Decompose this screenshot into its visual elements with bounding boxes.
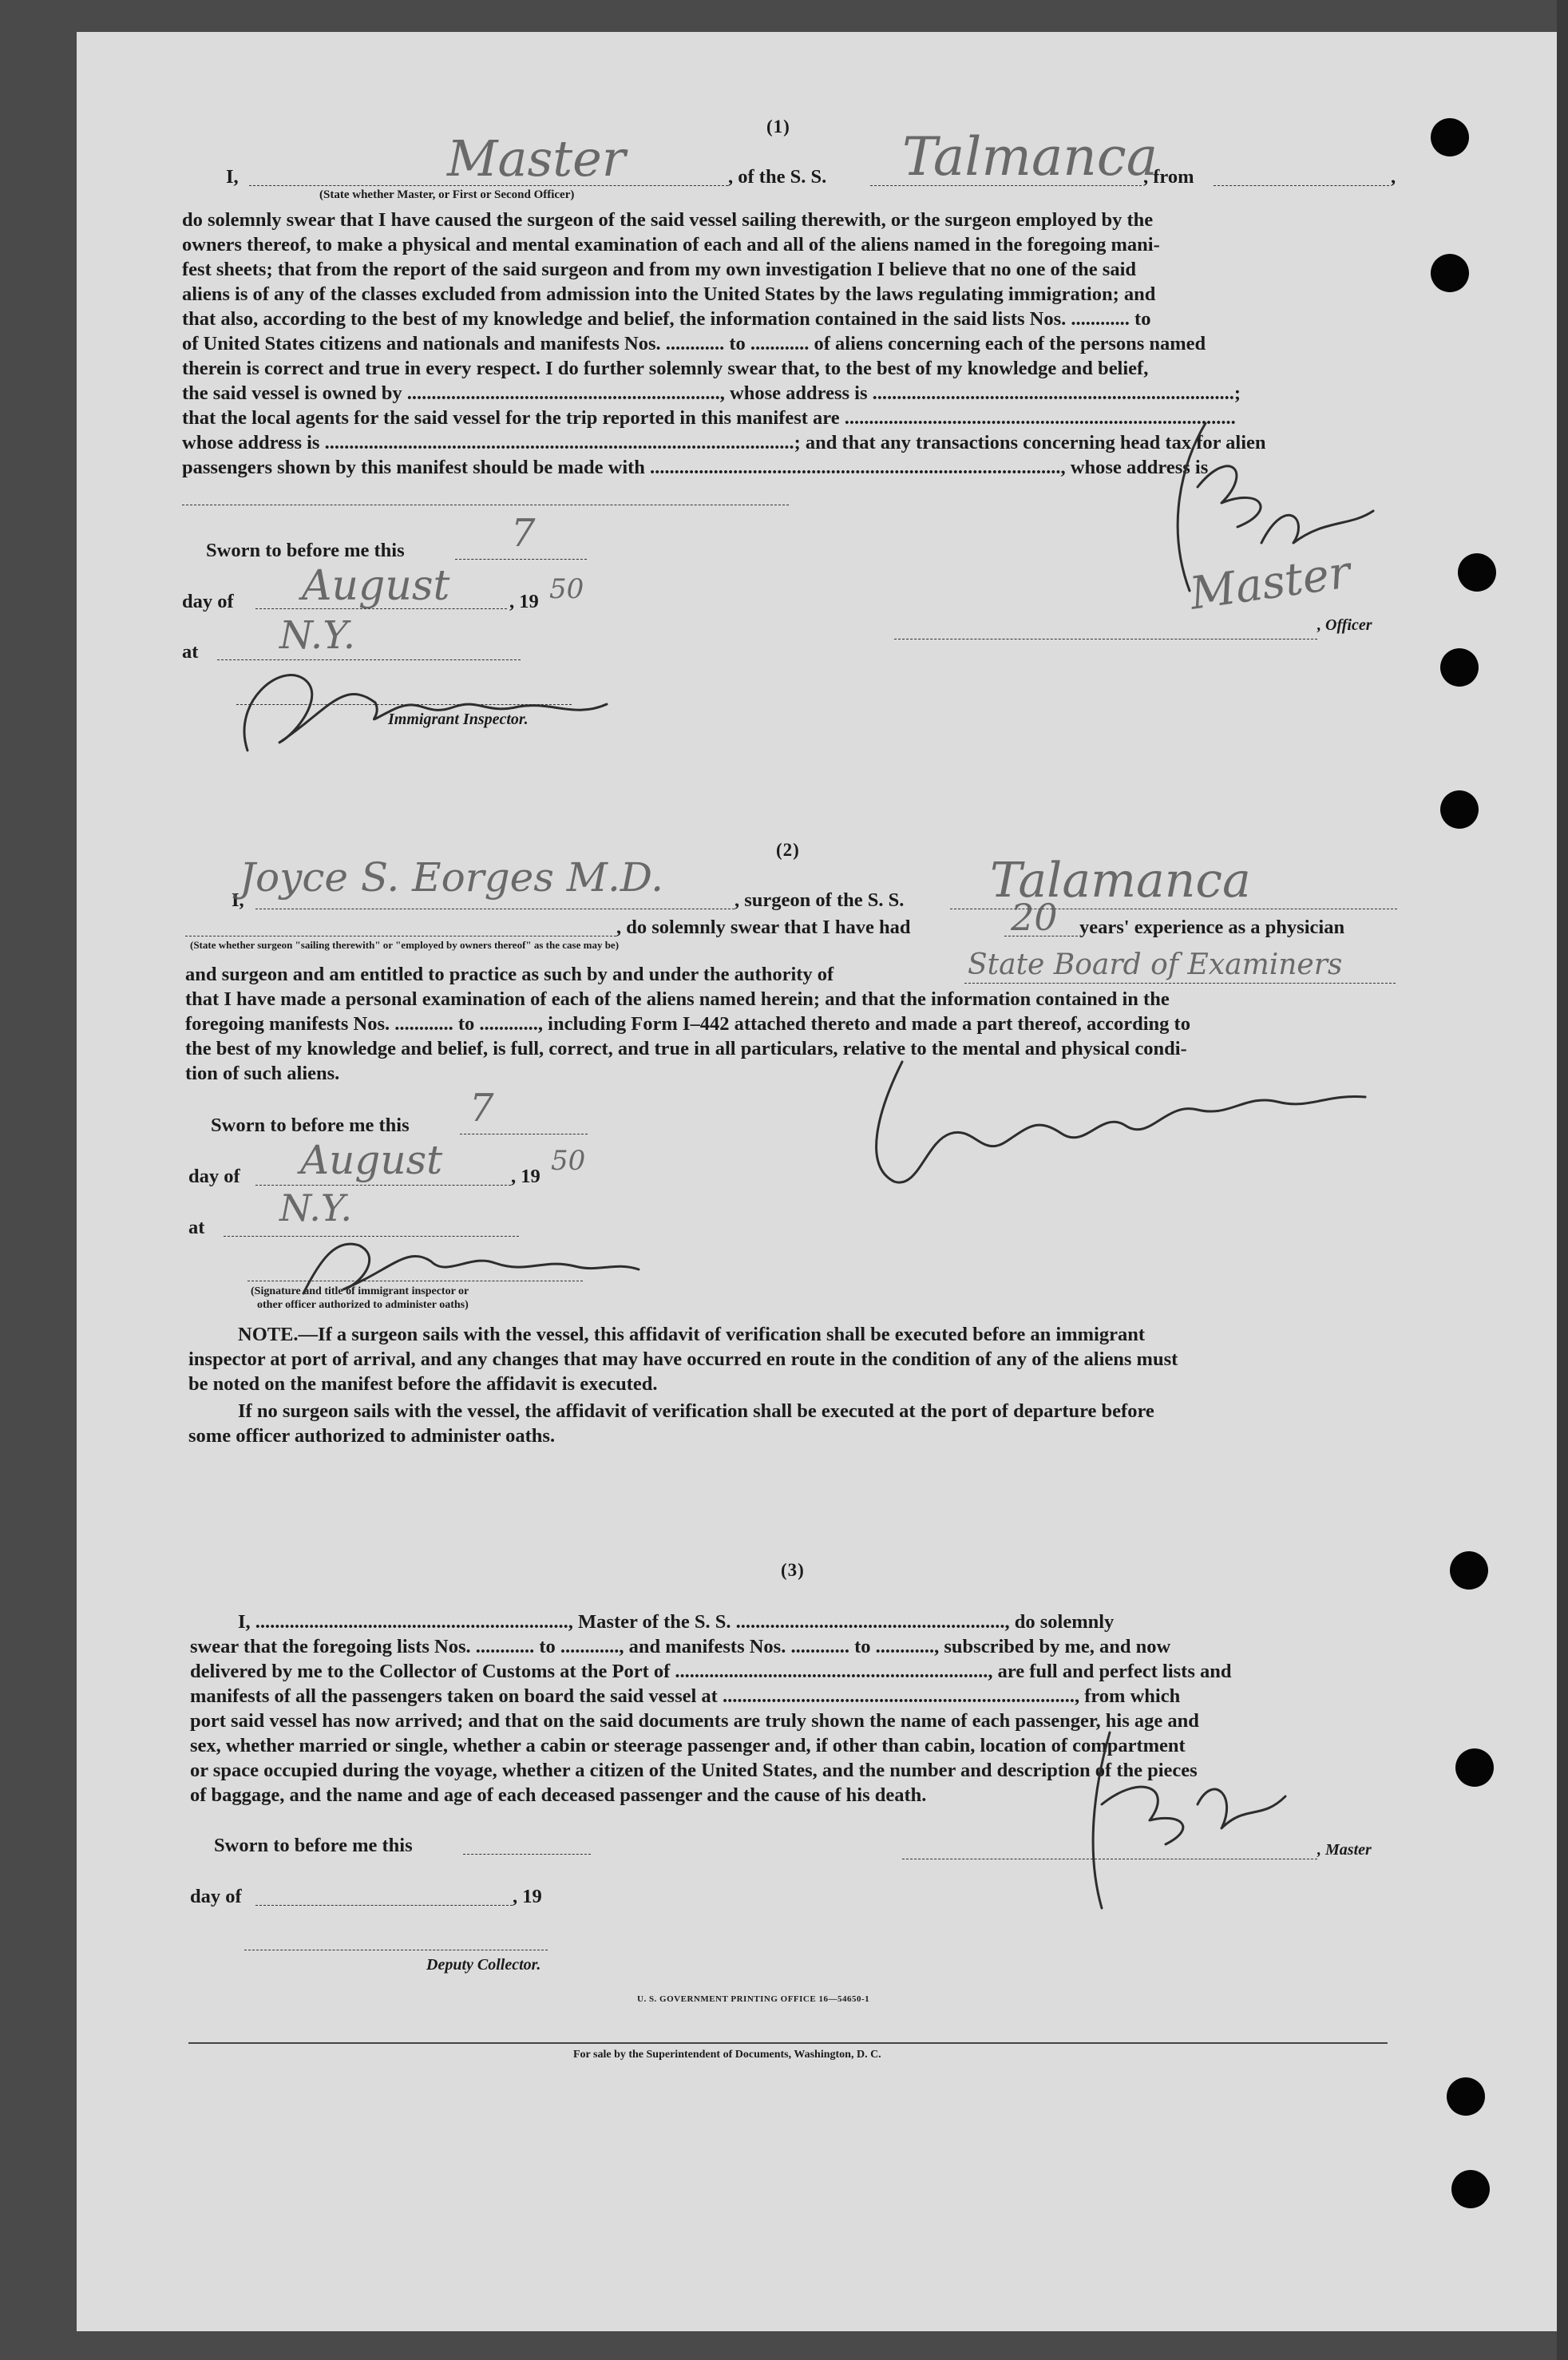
s3-sworn-field bbox=[463, 1854, 591, 1855]
s2-swear-had: , do solemnly swear that I have had bbox=[616, 917, 911, 938]
s3-year: , 19 bbox=[513, 1886, 542, 1907]
s2-line: the best of my knowledge and belief, is full, correct, and true in all particulars, relative to the mental and physical condi- bbox=[185, 1038, 1187, 1059]
s2-caption: (State whether surgeon "sailing therewith" or "employed by owners thereof" as the case may be) bbox=[190, 939, 620, 951]
section-2-number: (2) bbox=[776, 840, 800, 860]
s3-month-field bbox=[255, 1905, 513, 1906]
s2-caption-sig-1: (Signature and title of immigrant inspector or bbox=[251, 1285, 469, 1297]
s2-line: foregoing manifests Nos. ............ to ............, including Form I–442 attached thereto and made a part thereof, according to bbox=[185, 1013, 1190, 1035]
s3-line: manifests of all the passengers taken on board the said vessel at ........................................................................, from which bbox=[190, 1685, 1181, 1707]
s2-hw-month: August bbox=[300, 1137, 443, 1183]
section-1-number: (1) bbox=[766, 117, 790, 137]
s1-comma: , bbox=[1391, 166, 1396, 188]
s2-line: that I have made a personal examination of each of the aliens named herein; and that the information contained in the bbox=[185, 988, 1170, 1010]
s1-i: I, bbox=[226, 166, 239, 188]
s1-year: , 19 bbox=[509, 591, 539, 612]
gpo-imprint: U. S. GOVERNMENT PRINTING OFFICE 16—54650-1 bbox=[637, 1994, 870, 2004]
s2-note: be noted on the manifest before the affidavit is executed. bbox=[188, 1373, 658, 1395]
s1-line: fest sheets; that from the report of the said surgeon and from my own investigation I believe that no one of the said bbox=[182, 259, 1136, 280]
s1-at: at bbox=[182, 641, 199, 663]
s3-sworn: Sworn to before me this bbox=[214, 1835, 413, 1856]
s2-month-field bbox=[255, 1185, 511, 1186]
s3-deputy-label: Deputy Collector. bbox=[426, 1956, 541, 1974]
s1-line: that also, according to the best of my knowledge and belief, the information contained in the said lists Nos. ............ to bbox=[182, 308, 1151, 330]
s2-surgeon-signature bbox=[846, 1046, 1405, 1198]
s1-line: do solemnly swear that I have caused the surgeon of the said vessel sailing therewith, or the surgeon employed by the bbox=[182, 209, 1154, 231]
s2-hw-name: Joyce S. Eorges M.D. bbox=[240, 854, 664, 901]
punch-hole bbox=[1431, 254, 1469, 292]
sale-notice: For sale by the Superintendent of Documents, Washington, D. C. bbox=[573, 2049, 881, 2061]
s1-day-of: day of bbox=[182, 591, 234, 612]
s1-from: , from bbox=[1143, 166, 1194, 188]
s2-hw-year: 50 bbox=[551, 1145, 586, 1177]
punch-hole bbox=[1447, 2077, 1485, 2116]
punch-hole bbox=[1451, 2170, 1490, 2208]
s2-note: If no surgeon sails with the vessel, the affidavit of verification shall be executed at the port of departure before bbox=[238, 1400, 1154, 1422]
s1-caption: (State whether Master, or First or Second Officer) bbox=[319, 188, 575, 201]
s3-line: delivered by me to the Collector of Customs at the Port of ................................................................, are full and perfect lists and bbox=[190, 1661, 1232, 1682]
s2-hw-day: 7 bbox=[469, 1086, 494, 1131]
s3-day-of: day of bbox=[190, 1886, 242, 1907]
s2-year: , 19 bbox=[511, 1166, 540, 1187]
s1-sworn: Sworn to before me this bbox=[206, 540, 405, 561]
s3-line: or space occupied during the voyage, whether a citizen of the United States, and the number and description of the pieces bbox=[190, 1760, 1198, 1781]
s1-line: of United States citizens and nationals and manifests Nos. ............ to ............ of aliens concerning each of the persons named bbox=[182, 333, 1206, 354]
punch-hole bbox=[1458, 553, 1496, 592]
punch-hole bbox=[1440, 648, 1479, 687]
s2-day-of: day of bbox=[188, 1166, 240, 1187]
s1-line: owners thereof, to make a physical and mental examination of each and all of the aliens named in the foregoing mani- bbox=[182, 234, 1160, 255]
s3-master-label: , Master bbox=[1317, 1841, 1372, 1859]
footer-rule bbox=[188, 2042, 1388, 2044]
punch-hole bbox=[1431, 118, 1469, 156]
s1-hw-vessel: Talmanca bbox=[902, 126, 1158, 188]
s1-line: aliens is of any of the classes excluded from admission into the United States by the laws regulating immigration; and bbox=[182, 283, 1156, 305]
s2-note: inspector at port of arrival, and any changes that may have occurred en route in the condition of any of the aliens must bbox=[188, 1348, 1178, 1370]
s2-at: at bbox=[188, 1217, 205, 1238]
s1-hw-master: Master bbox=[447, 129, 626, 188]
s1-hw-place: N.Y. bbox=[279, 613, 355, 658]
s3-line: sex, whether married or single, whether a cabin or steerage passenger and, if other than cabin, location of compartment bbox=[190, 1735, 1186, 1756]
s2-i: I, bbox=[232, 889, 244, 911]
s2-practice-line: and surgeon and am entitled to practice as such by and under the authority of bbox=[185, 964, 834, 985]
s2-line: tion of such aliens. bbox=[185, 1063, 340, 1084]
s2-sworn: Sworn to before me this bbox=[211, 1115, 410, 1136]
s1-line: passengers shown by this manifest should be made with ...................................................................................., whose address is bbox=[182, 457, 1209, 478]
s1-officer-label: , Officer bbox=[1317, 616, 1372, 634]
s1-line: whose address is ................................................................................................; and that any transactions concerning head tax for alien bbox=[182, 432, 1266, 453]
s1-hw-year: 50 bbox=[549, 573, 584, 605]
s2-hw-vessel: Talamanca bbox=[990, 853, 1251, 909]
page-edge bbox=[1557, 0, 1568, 2360]
s1-line: therein is correct and true in every respect. I do further solemnly swear that, to the best of my knowledge and belief, bbox=[182, 358, 1149, 379]
punch-hole bbox=[1440, 790, 1479, 829]
section-3-number: (3) bbox=[781, 1560, 805, 1580]
s1-line: that the local agents for the said vessel for the trip reported in this manifest are ................................................................................ bbox=[182, 407, 1236, 429]
s1-from-field bbox=[1214, 185, 1389, 186]
s1-line: the said vessel is owned by ................................................................, whose address is ..........................................................................; bbox=[182, 382, 1241, 404]
punch-hole bbox=[1455, 1748, 1494, 1787]
s2-surgeon-of: , surgeon of the S. S. bbox=[735, 889, 905, 911]
punch-hole bbox=[1450, 1551, 1488, 1590]
s3-line: of baggage, and the name and age of each deceased passenger and the cause of his death. bbox=[190, 1784, 927, 1806]
s3-line: I, ................................................................, Master of the S. S. ......................................................., do solemnly bbox=[238, 1611, 1115, 1633]
s1-sworn-field bbox=[455, 559, 587, 560]
s2-hw-authority: State Board of Examiners bbox=[968, 948, 1343, 981]
s2-caption-sig-2: other officer authorized to administer oaths) bbox=[257, 1299, 469, 1311]
s1-inspector-label: Immigrant Inspector. bbox=[388, 711, 529, 728]
s3-master-signature bbox=[1062, 1709, 1317, 1916]
s1-hw-day: 7 bbox=[511, 511, 536, 556]
s2-authority-field bbox=[964, 983, 1396, 984]
s1-of-ss: , of the S. S. bbox=[728, 166, 827, 188]
s2-hw-years: 20 bbox=[1011, 896, 1058, 939]
s1-hw-month: August bbox=[302, 562, 450, 610]
s2-note: some officer authorized to administer oaths. bbox=[188, 1425, 556, 1447]
s3-line: port said vessel has now arrived; and that on the said documents are truly shown the name of each passenger, his age and bbox=[190, 1710, 1199, 1732]
s2-inspector-signature bbox=[287, 1214, 655, 1301]
s1-inspector-signature bbox=[216, 631, 631, 758]
s3-line: swear that the foregoing lists Nos. ............ to ............, and manifests Nos. ............ to ............, subscribed by me, and now bbox=[190, 1636, 1171, 1657]
s1-master-signature bbox=[1086, 399, 1389, 607]
s1-hw-officer: Master bbox=[1186, 546, 1354, 620]
s2-hw-place: N.Y. bbox=[279, 1186, 352, 1229]
s2-years-exp: years' experience as a physician bbox=[1079, 917, 1345, 938]
s2-note: NOTE.—If a surgeon sails with the vessel, this affidavit of verification shall be executed before an immigrant bbox=[238, 1324, 1146, 1345]
